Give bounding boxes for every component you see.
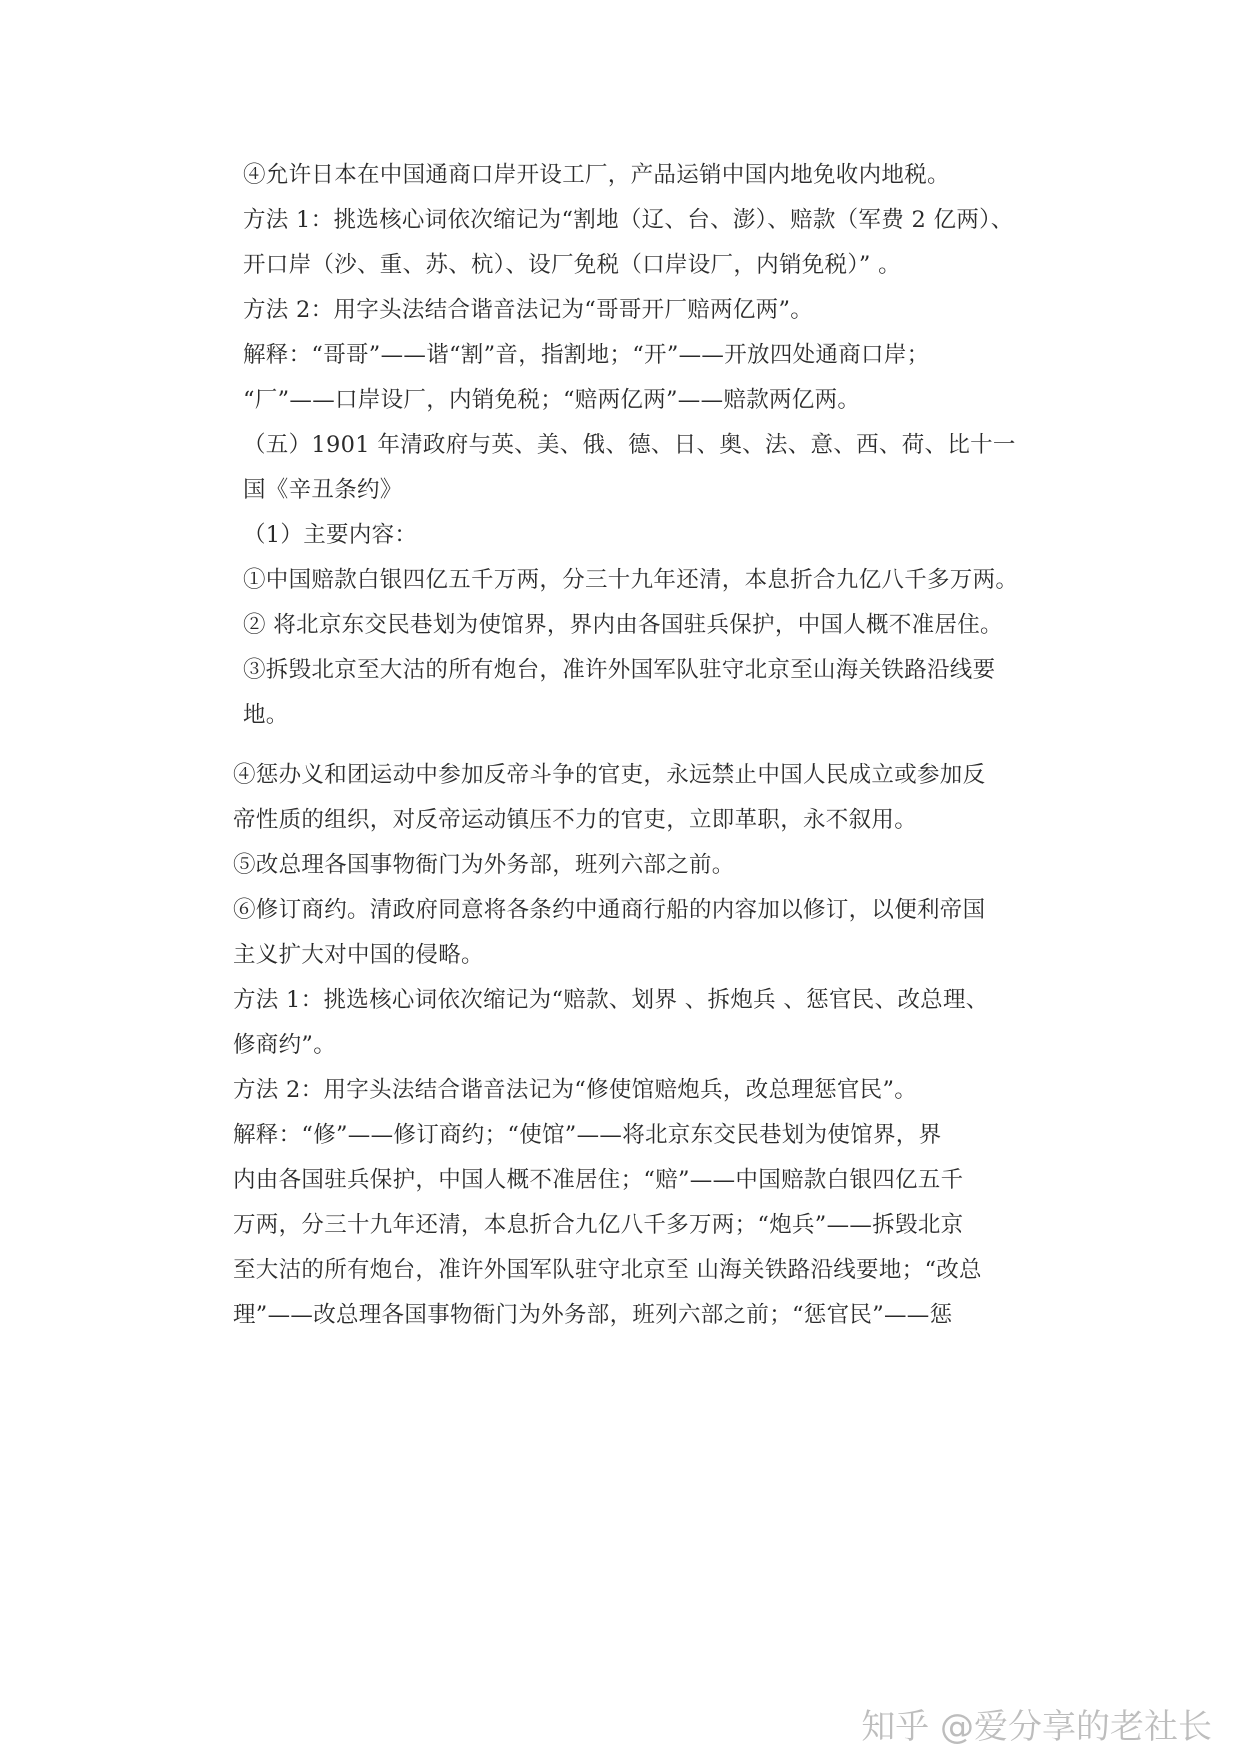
text-line: 万两，分三十九年还清，本息折合九亿八千多万两；“炮兵”——拆毁北京 [233, 1212, 964, 1238]
text-line: 主义扩大对中国的侵略。 [233, 942, 484, 968]
text-line: 方法 1：挑选核心词依次缩记为“赔款、划界 、拆炮兵 、惩官民、改总理、 [233, 987, 989, 1013]
text-line: （1）主要内容： [243, 522, 418, 548]
text-line: 方法 1：挑选核心词依次缩记为“割地（辽、台、澎）、赔款（军费 2 亿两）、 [243, 207, 1014, 233]
text-line: ④允许日本在中国通商口岸开设工厂，产品运销中国内地免收内地税。 [243, 162, 950, 188]
text-line: （五）1901 年清政府与英、美、俄、德、日、奥、法、意、西、荷、比十一 [243, 432, 1016, 458]
zhihu-watermark: 知乎 @爱分享的老社长 [861, 1707, 1212, 1747]
text-line: ④惩办义和团运动中参加反帝斗争的官吏，永远禁止中国人民成立或参加反 [233, 762, 986, 788]
text-line: 修商约”。 [233, 1032, 337, 1058]
text-line: 方法 2：用字头法结合谐音法记为“哥哥开厂赔两亿两”。 [243, 297, 814, 323]
text-line: ② 将北京东交民巷划为使馆界，界内由各国驻兵保护，中国人概不准居住。 [243, 612, 1003, 638]
text-line: 方法 2：用字头法结合谐音法记为“修使馆赔炮兵，改总理惩官民”。 [233, 1077, 918, 1103]
text-line: ⑤改总理各国事物衙门为外务部，班列六部之前。 [233, 852, 735, 878]
text-line: 国《辛丑条约》 [243, 477, 403, 503]
text-line: ③拆毁北京至大沽的所有炮台，准许外国军队驻守北京至山海关铁路沿线要 [243, 657, 996, 683]
text-line: ①中国赔款白银四亿五千万两，分三十九年还清，本息折合九亿八千多万两。 [243, 567, 1019, 593]
text-line: ⑥修订商约。清政府同意将各条约中通商行船的内容加以修订，以便利帝国 [233, 897, 986, 923]
text-line: 至大沽的所有炮台，准许外国军队驻守北京至 山海关铁路沿线要地；“改总 [233, 1257, 982, 1283]
text-line: 解释：“修”——修订商约；“使馆”——将北京东交民巷划为使馆界，界 [233, 1122, 942, 1148]
text-line: 地。 [243, 702, 289, 728]
text-line: 解释：“哥哥”——谐“割”音，指割地；“开”——开放四处通商口岸； [243, 342, 930, 368]
text-line: 理”——改总理各国事物衙门为外务部，班列六部之前；“惩官民”——惩 [233, 1302, 953, 1328]
text-line: 帝性质的组织，对反帝运动镇压不力的官吏，立即革职，永不叙用。 [233, 807, 918, 833]
text-line: 内由各国驻兵保护，中国人概不准居住；“赔”——中国赔款白银四亿五千 [233, 1167, 964, 1193]
text-line: “厂”——口岸设厂，内销免税；“赔两亿两”——赔款两亿两。 [243, 387, 861, 413]
text-line: 开口岸（沙、重、苏、杭）、设厂免税（口岸设厂，内销免税）” 。 [243, 252, 901, 278]
